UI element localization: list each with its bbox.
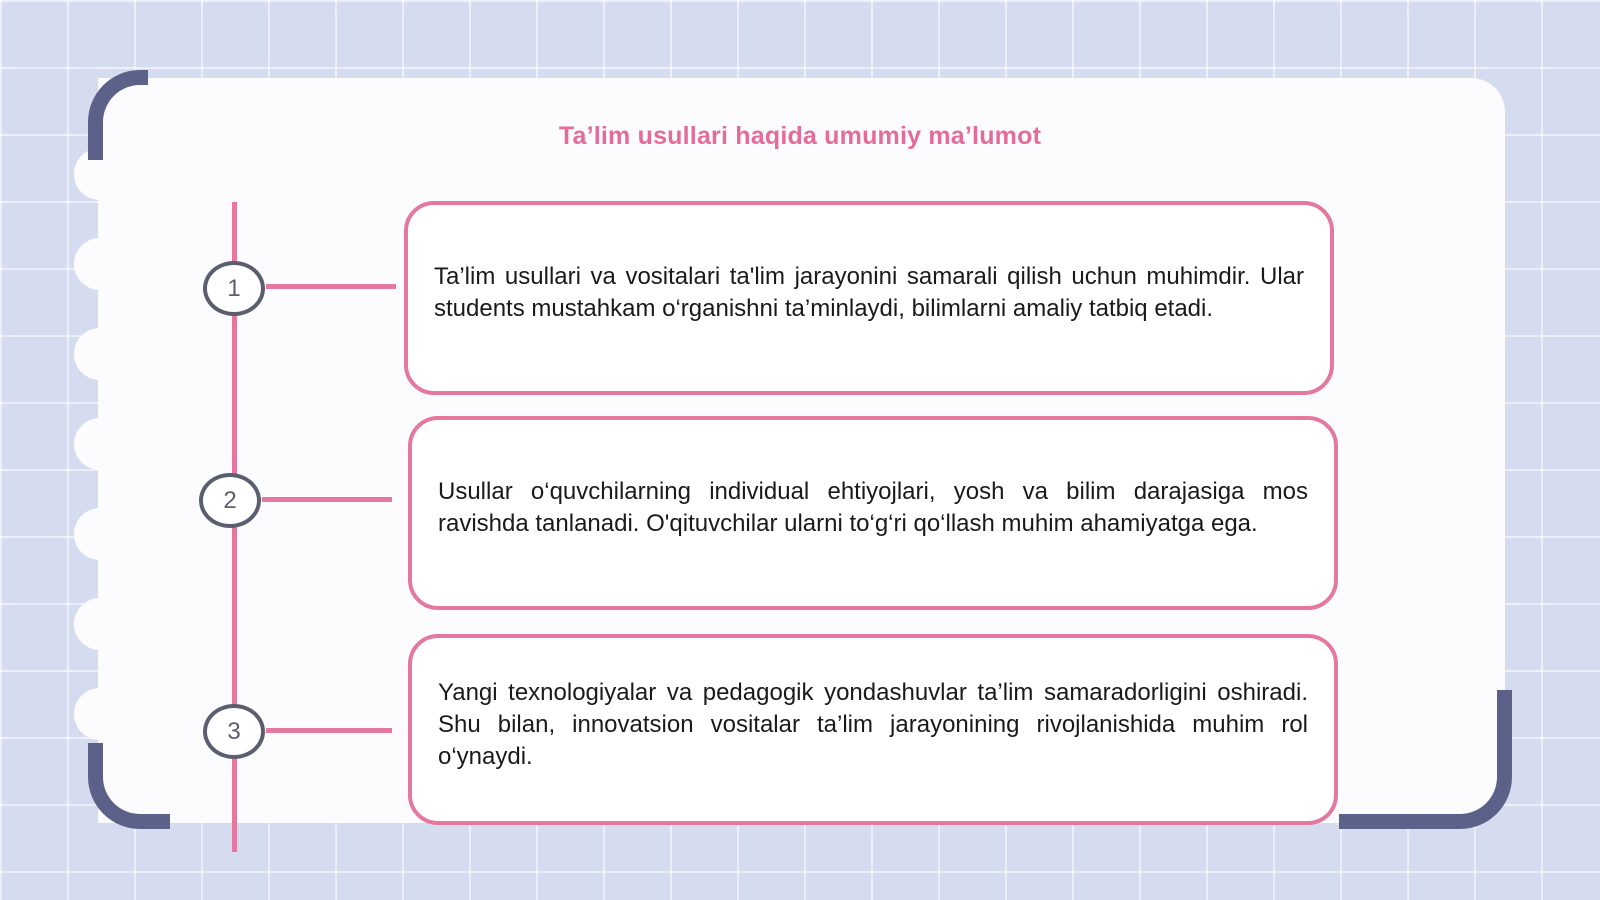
timeline-connector-2 <box>262 497 392 502</box>
paper-edge-bump <box>74 688 126 740</box>
info-card-text: Yangi texnologiyalar va pedagogik yondashuvlar ta’lim samaradorligini oshiradi. Shu bilan, innovatsion vositalar ta’lim jarayonining rivojlanishida muhim rol o‘ynaydi. <box>438 678 1308 770</box>
step-number-2: 2 <box>199 473 261 528</box>
step-number-1: 1 <box>203 261 265 316</box>
paper-edge-bump <box>74 418 126 470</box>
slide-title: Ta’lim usullari haqida umumiy ma’lumot <box>558 122 1042 150</box>
corner-bracket-bottom-right <box>1339 690 1512 829</box>
info-card-3 <box>408 634 1338 825</box>
info-card-text: Usullar o‘quvchilarning individual ehtiyojlari, yosh va bilim darajasiga mos ravishda tanlanadi. O'qituvchilar ularni to‘g‘ri qo‘llash muhim ahamiyatga ega. <box>438 478 1308 537</box>
step-number-3: 3 <box>203 704 265 759</box>
info-card-1 <box>404 201 1334 395</box>
info-card-2 <box>408 416 1338 610</box>
paper-edge-bump <box>74 328 126 380</box>
timeline-connector-3 <box>266 728 392 733</box>
paper-edge-bump <box>74 238 126 290</box>
paper-edge-bump <box>74 508 126 560</box>
corner-bracket-top-left <box>88 70 148 160</box>
info-card-text: Ta’lim usullari va vositalari ta'lim jarayonini samarali qilish uchun muhimdir. Ular students mustahkam o‘rganishni ta’minlaydi, bilimlarni amaliy tatbiq etadi. <box>434 263 1304 322</box>
paper-edge-bump <box>74 598 126 650</box>
timeline-connector-1 <box>266 284 396 289</box>
